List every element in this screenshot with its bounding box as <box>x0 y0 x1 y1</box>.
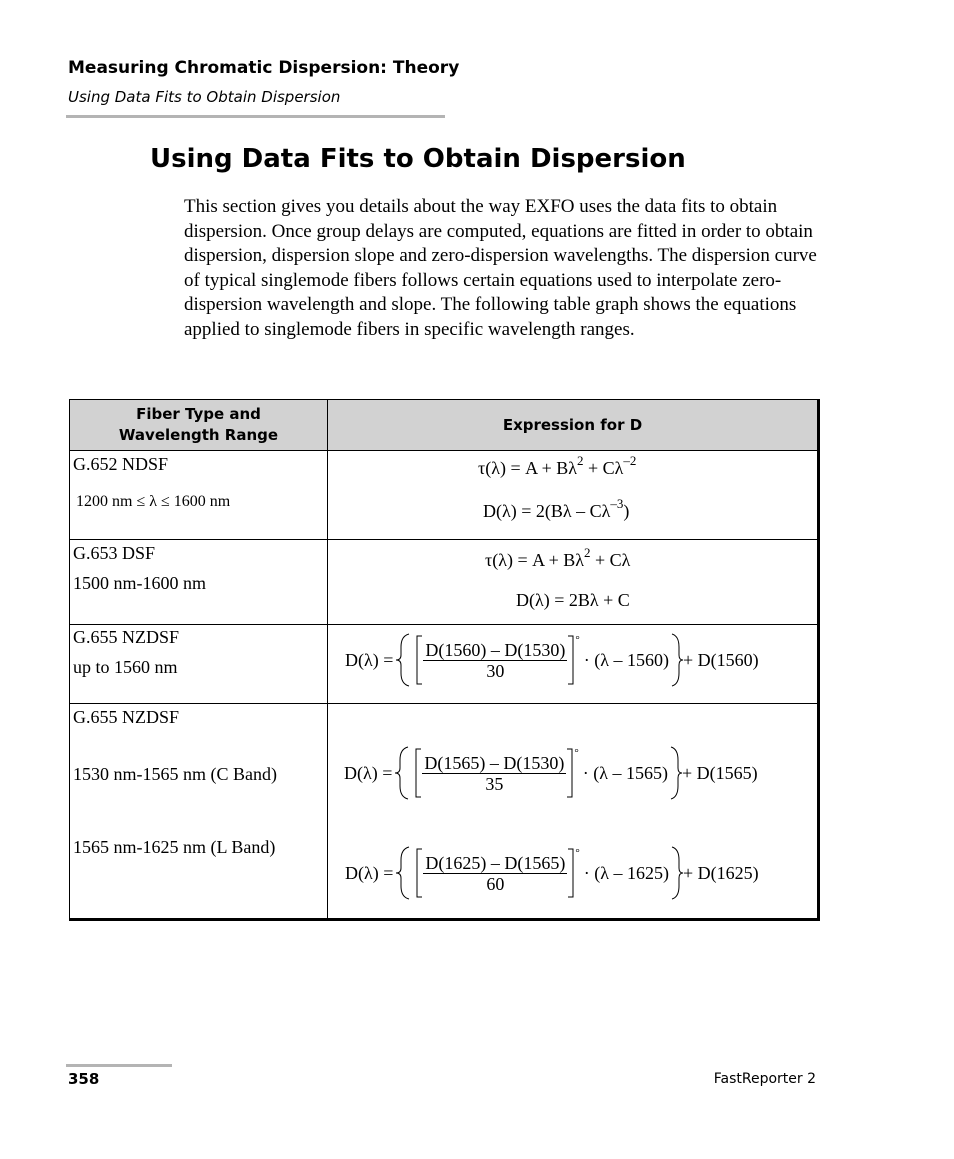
footer-rule <box>66 1064 172 1067</box>
table-row <box>70 704 819 920</box>
table-row <box>70 451 819 540</box>
right-brace-icon <box>668 746 682 800</box>
expression-cell <box>328 451 819 540</box>
right-bracket-icon <box>566 748 574 798</box>
fiber-type: G.655 NZDSF <box>73 627 180 647</box>
equation-d: $D(\lambda) = 2(B\lambda - C\lambda^{-3})$ <box>483 496 630 521</box>
fiber-type: G.653 DSF <box>73 543 156 563</box>
right-brace-icon <box>669 633 683 687</box>
fraction: $\frac{D(1565) - D(1530)}{35}$ <box>424 752 565 794</box>
fiber-type-cell <box>70 451 328 540</box>
fraction: $\frac{D(1625) - D(1565)}{60}$ <box>425 852 566 894</box>
fiber-type: G.652 NDSF <box>73 454 169 474</box>
table-row <box>70 625 819 704</box>
left-bracket-icon <box>415 635 423 685</box>
right-bracket-icon <box>567 848 575 898</box>
equation-d-l-band: D(λ) = $\frac{D(1625) - D(1565)}{60}$ ° · (λ – 1625) + D(1625) <box>345 845 759 901</box>
page-title: Using Data Fits to Obtain Dispersion <box>150 144 686 174</box>
right-bracket-icon <box>567 635 575 685</box>
left-bracket-icon <box>415 848 423 898</box>
dispersion-equations-table <box>69 399 820 921</box>
expression-cell <box>328 625 819 704</box>
wavelength-range: up to 1560 nm <box>73 657 178 677</box>
table-header-row <box>70 400 819 451</box>
fiber-type-cell <box>70 625 328 704</box>
right-brace-icon <box>669 846 683 900</box>
left-brace-icon <box>393 633 415 687</box>
wavelength-range: 1500 nm-1600 nm <box>73 573 206 593</box>
equation-tau: $\tau(\lambda) = A + B\lambda^2 + C\lambda^{-2}$ <box>478 453 637 478</box>
table-row <box>70 540 819 625</box>
product-name: FastReporter 2 <box>713 1071 816 1087</box>
fiber-type-cell <box>70 704 328 920</box>
left-brace-icon <box>393 846 415 900</box>
expression-cell <box>328 540 819 625</box>
left-bracket-icon <box>414 748 422 798</box>
equation-tau: $\tau(\lambda) = A + B\lambda^2 + C\lambda$ <box>485 545 631 570</box>
fiber-type-cell <box>70 540 328 625</box>
wavelength-range-l-band: 1565 nm-1625 nm (L Band) <box>73 837 276 857</box>
expression-cell <box>328 704 819 920</box>
fraction: $\frac{D(1560) - D(1530)}{30}$ <box>425 639 566 681</box>
col-header-fiber-type: Fiber Type and Wavelength Range <box>70 400 328 451</box>
page-number: 358 <box>68 1070 100 1088</box>
equation-d: D(λ) = 2Bλ + C <box>516 590 630 610</box>
left-brace-icon <box>392 746 414 800</box>
chapter-title: Measuring Chromatic Dispersion: Theory <box>68 58 460 78</box>
header-rule <box>66 115 445 118</box>
section-subtitle: Using Data Fits to Obtain Dispersion <box>68 88 341 106</box>
intro-paragraph: This section gives you details about the way EXFO uses the data fits to obtain dispersion. Once group delays are computed, equations are fitted in order to obtain dispersion, dispersion slope and zero-dispersion wavelengths. The dispersion curve of typical singlemode fibers follows certain equations used to interpolate zero-dispersion wavelength and slope. The following table graph shows the equations applied to singlemode fibers in specific wavelength ranges. <box>184 196 817 340</box>
wavelength-range-c-band: 1530 nm-1565 nm (C Band) <box>73 764 277 784</box>
fiber-type: G.655 NZDSF <box>73 707 180 727</box>
col-header-expression: Expression for D <box>328 400 819 451</box>
wavelength-range: 1200 nm ≤ λ ≤ 1600 nm <box>76 493 231 510</box>
equation-d-c-band: D(λ) = $\frac{D(1565) - D(1530)}{35}$ ° · (λ – 1565) + D(1565) <box>344 745 758 801</box>
equation-d-nzdsf: D(λ) = $\frac{D(1560) - D(1530)}{30}$ ° · (λ – 1560) + D(1560) <box>345 632 759 688</box>
